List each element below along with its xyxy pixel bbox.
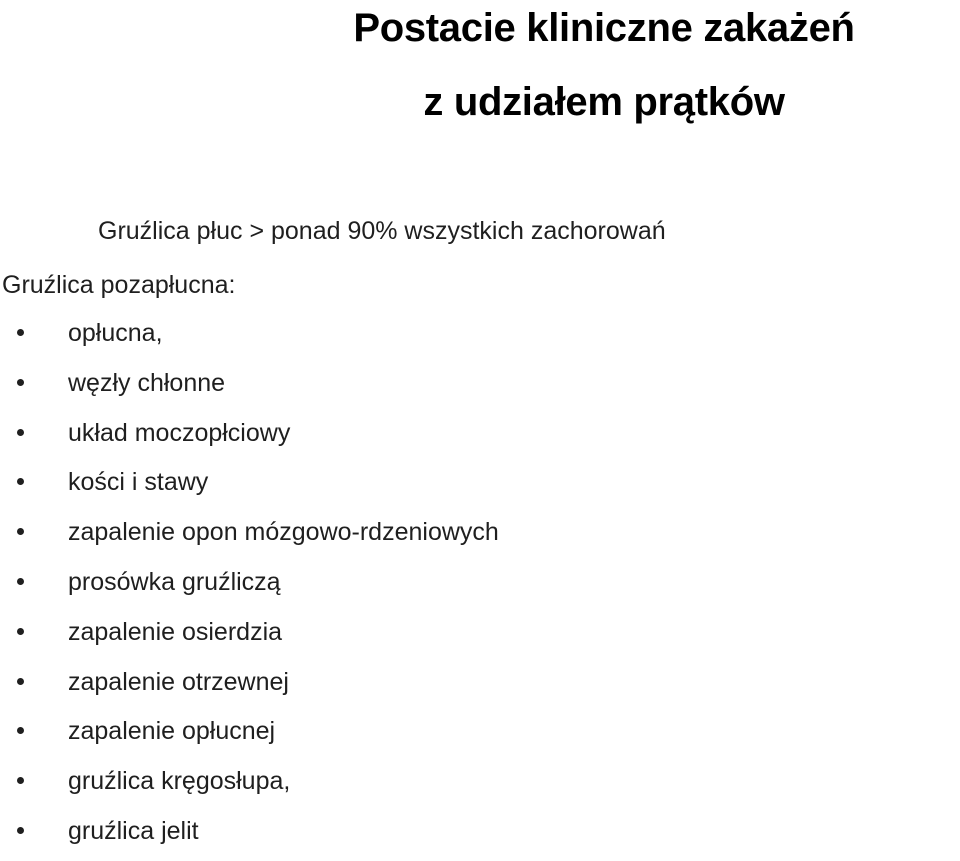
- list-item-text: zapalenie osierdzia: [68, 617, 283, 646]
- list-item-text: prosówka gruźliczą: [68, 567, 281, 596]
- list-item-text: układ moczopłciowy: [68, 418, 291, 447]
- list-item-text: zapalenie opon mózgowo-rdzeniowych: [68, 518, 499, 547]
- bullet-icon: [17, 578, 24, 585]
- bullet-icon: [17, 628, 24, 635]
- bullet-icon: [17, 827, 24, 834]
- slide-title: [254, 0, 954, 130]
- bullet-icon: [17, 379, 24, 386]
- bullet-icon: [17, 528, 24, 535]
- bullet-icon: [17, 727, 24, 734]
- bullet-icon: [17, 777, 24, 784]
- list-item-text: gruźlica kręgosłupa,: [68, 767, 291, 796]
- bullet-icon: [17, 478, 24, 485]
- list-item-text: kości i stawy: [68, 468, 209, 497]
- list-item-text: zapalenie opłucnej: [68, 717, 276, 746]
- list-item-text: opłucna,: [68, 319, 163, 347]
- list-item-text: węzły chłonne: [68, 368, 226, 397]
- lead-statement: Gruźlica płuc > ponad 90% wszystkich zachorowań: [98, 217, 666, 245]
- bullet-icon: [17, 678, 24, 685]
- bullet-icon: [17, 429, 24, 436]
- title-line-1: Postacie kliniczne zakażeń: [353, 6, 855, 50]
- section-heading: Gruźlica pozapłucna:: [2, 271, 236, 299]
- list-item-text: zapalenie otrzewnej: [68, 667, 289, 696]
- title-line-2: z udziałem prątków: [423, 80, 785, 124]
- bullet-icon: [17, 329, 24, 336]
- list-item-text: gruźlica jelit: [68, 816, 199, 845]
